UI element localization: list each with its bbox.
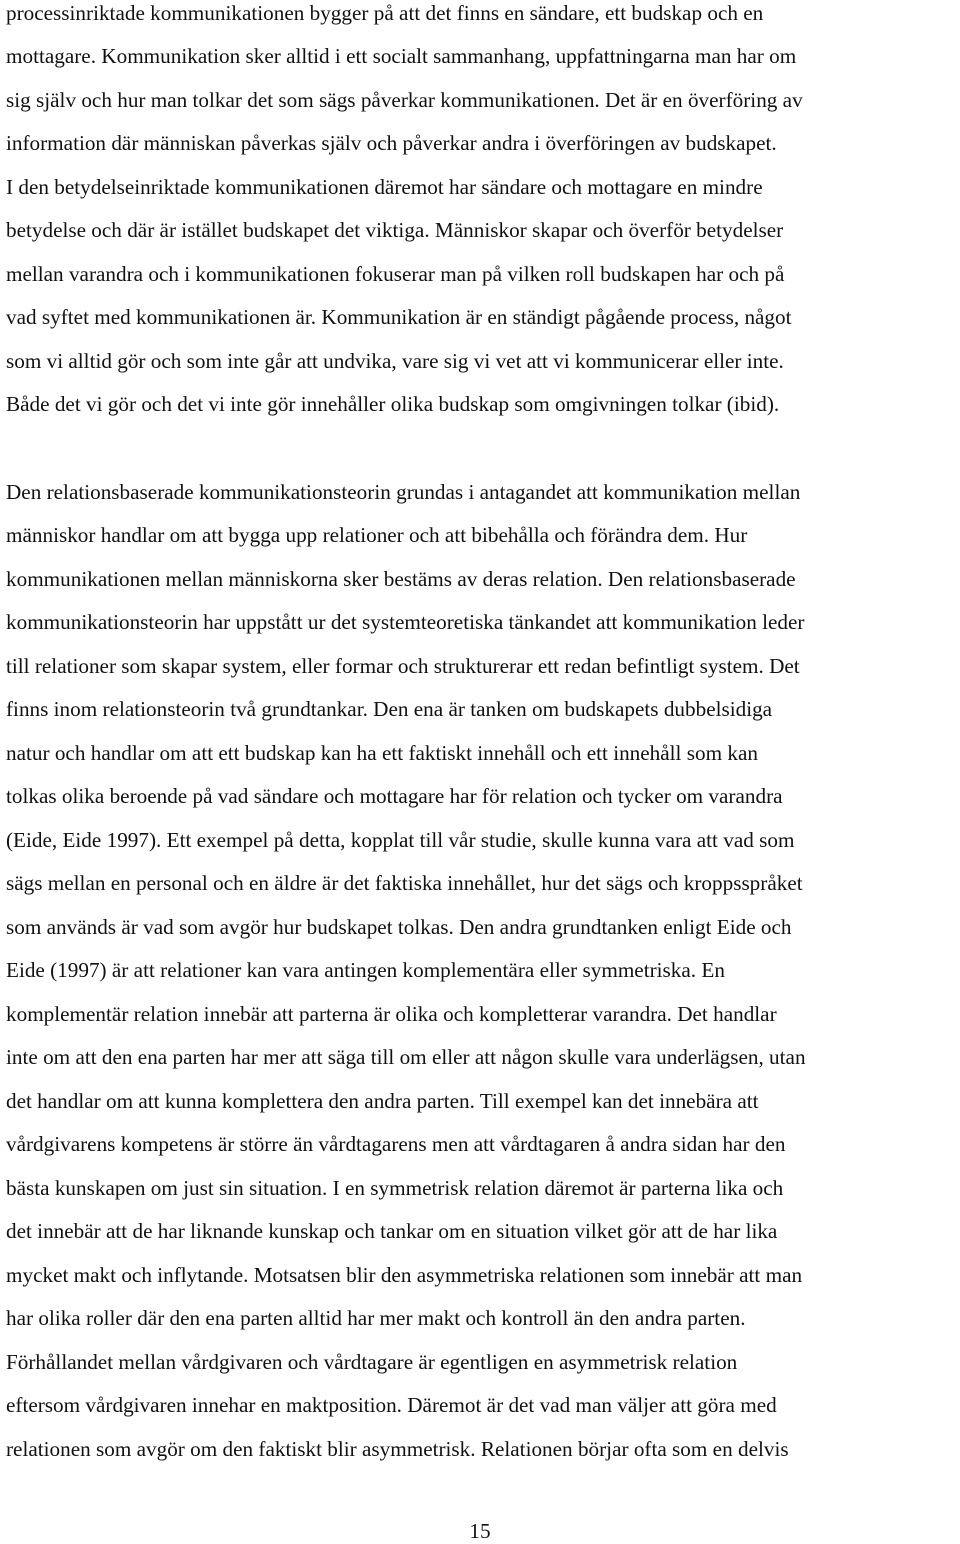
text-line: relationen som avgör om den faktiskt blir asymmetrisk. Relationen börjar ofta som en delvis xyxy=(6,1437,789,1461)
text-line: tolkas olika beroende på vad sändare och mottagare har för relation och tycker om varandra xyxy=(6,784,783,808)
text-line: vårdgivarens kompetens är större än vårdtagarens men att vårdtagaren å andra sidan har den xyxy=(6,1132,786,1156)
text-line: bästa kunskapen om just sin situation. I en symmetrisk relation däremot är parterna lika och xyxy=(6,1176,784,1200)
text-line: information där människan påverkas själv och påverkar andra i överföringen av budskapet. xyxy=(6,131,777,155)
text-line: sig själv och hur man tolkar det som sägs påverkar kommunikationen. Det är en överföring av xyxy=(6,88,803,112)
text-line: Förhållandet mellan vårdgivaren och vårdtagare är egentligen en asymmetrisk relation xyxy=(6,1350,738,1374)
text-line: mycket makt och inflytande. Motsatsen blir den asymmetriska relationen som innebär att man xyxy=(6,1263,803,1287)
text-line: kommunikationen mellan människorna sker bestäms av deras relation. Den relationsbaserade xyxy=(6,567,796,591)
text-line: I den betydelseinriktade kommunikationen däremot har sändare och mottagare en mindre xyxy=(6,175,763,199)
text-line: sägs mellan en personal och en äldre är det faktiska innehållet, hur det sägs och kroppsspråket xyxy=(6,871,803,895)
text-line: komplementär relation innebär att parterna är olika och kompletterar varandra. Det handlar xyxy=(6,1002,777,1026)
text-line: (Eide, Eide 1997). Ett exempel på detta, kopplat till vår studie, skulle kunna vara att vad som xyxy=(6,828,795,852)
text-line: inte om att den ena parten har mer att säga till om eller att någon skulle vara underlägsen, utan xyxy=(6,1045,806,1069)
text-line: mellan varandra och i kommunikationen fokuserar man på vilken roll budskapen har och på xyxy=(6,262,785,286)
text-line: har olika roller där den ena parten alltid har mer makt och kontroll än den andra parten. xyxy=(6,1306,746,1330)
text-line: eftersom vårdgivaren innehar en maktposition. Däremot är det vad man väljer att göra med xyxy=(6,1393,777,1417)
text-line: människor handlar om att bygga upp relationer och att bibehålla och förändra dem. Hur xyxy=(6,523,748,547)
text-line: kommunikationsteorin har uppstått ur det systemteoretiska tänkandet att kommunikation leder xyxy=(6,610,805,634)
page-number: 15 xyxy=(469,1519,491,1543)
text-line: det handlar om att kunna komplettera den andra parten. Till exempel kan det innebära att xyxy=(6,1089,759,1113)
text-line: processinriktade kommunikationen bygger på att det finns en sändare, ett budskap och en xyxy=(6,1,764,25)
text-line: som används är vad som avgör hur budskapet tolkas. Den andra grundtanken enligt Eide och xyxy=(6,915,792,939)
text-line: det innebär att de har liknande kunskap och tankar om en situation vilket gör att de har lika xyxy=(6,1219,778,1243)
text-line: vad syftet med kommunikationen är. Kommunikation är en ständigt pågående process, något xyxy=(6,305,792,329)
text-line: Eide (1997) är att relationer kan vara antingen komplementära eller symmetriska. En xyxy=(6,958,725,982)
text-line: Den relationsbaserade kommunikationsteorin grundas i antagandet att kommunikation mellan xyxy=(6,480,801,504)
text-line: till relationer som skapar system, eller formar och strukturerar ett redan befintligt system. Det xyxy=(6,654,800,678)
text-line: betydelse och där är istället budskapet det viktiga. Människor skapar och överför betydelser xyxy=(6,218,784,242)
text-line: mottagare. Kommunikation sker alltid i ett socialt sammanhang, uppfattningarna man har om xyxy=(6,44,797,68)
text-line: finns inom relationsteorin två grundtankar. Den ena är tanken om budskapets dubbelsidiga xyxy=(6,697,773,721)
text-line: som vi alltid gör och som inte går att undvika, vare sig vi vet att vi kommunicerar eller inte. xyxy=(6,349,784,373)
text-line: natur och handlar om att ett budskap kan ha ett faktiskt innehåll och ett innehåll som kan xyxy=(6,741,758,765)
text-line: Både det vi gör och det vi inte gör innehåller olika budskap som omgivningen tolkar (ibid). xyxy=(6,392,780,416)
